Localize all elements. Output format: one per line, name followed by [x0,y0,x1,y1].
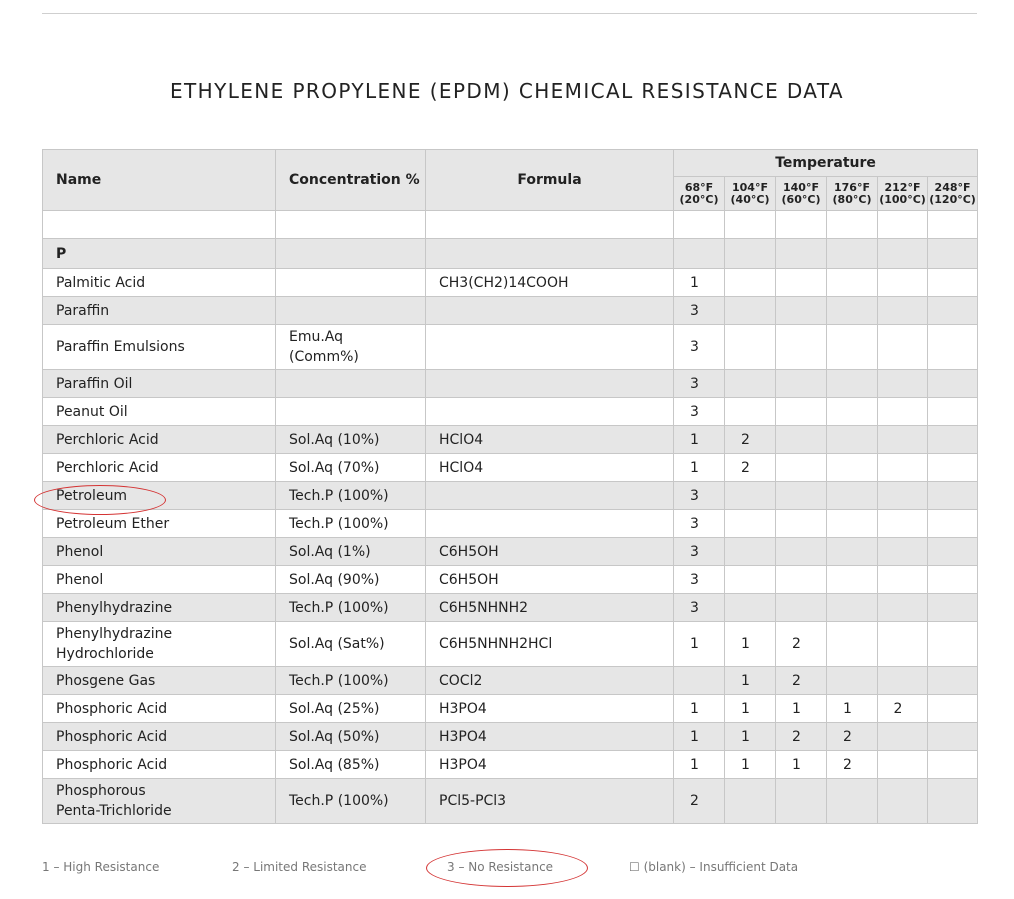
cell-name: Phosphorous Penta-Trichloride [43,779,276,824]
cell-temp-0: 3 [674,594,725,622]
cell-temp-4 [878,370,928,398]
cell-name: Phosphoric Acid [43,695,276,723]
cell-temp-5 [928,695,978,723]
cell-temp-2 [776,510,827,538]
cell-temp-0: 2 [674,779,725,824]
cell-temp-0 [674,667,725,695]
cell-concentration: Sol.Aq (70%) [276,454,426,482]
cell-formula: C6H5NHNH2HCl [426,622,674,667]
cell-temp-2: 2 [776,622,827,667]
cell-temp-4 [878,594,928,622]
cell-temp-3 [827,454,878,482]
cell-formula [426,325,674,370]
cell-formula: H3PO4 [426,751,674,779]
cell-temp-0: 1 [674,622,725,667]
cell-formula: C6H5NHNH2 [426,594,674,622]
blank-row [43,211,978,239]
cell-temp-1 [725,594,776,622]
cell-temp-1 [725,370,776,398]
cell-formula: CH3(CH2)14COOH [426,269,674,297]
cell-name: Phosgene Gas [43,667,276,695]
cell-temp-0: 1 [674,695,725,723]
table-row [43,510,978,538]
cell-concentration: Sol.Aq (Sat%) [276,622,426,667]
cell-concentration: Emu.Aq (Comm%) [276,325,426,370]
cell-temp-4 [878,482,928,510]
table-row [43,482,978,510]
table-row [43,695,978,723]
header-temp-0: 68°F (20°C) [674,177,725,211]
cell-temp-4 [878,622,928,667]
cell-temp-3 [827,538,878,566]
page-title: ETHYLENE PROPYLENE (EPDM) CHEMICAL RESISTANCE DATA [170,79,844,104]
cell-formula: PCl5-PCl3 [426,779,674,824]
cell-concentration: Tech.P (100%) [276,510,426,538]
legend-blank: ☐ (blank) – Insufficient Data [629,860,799,874]
cell-temp-3 [827,667,878,695]
legend-none: 3 – No Resistance [447,860,554,874]
cell-temp-0: 3 [674,297,725,325]
cell-temp-4 [878,454,928,482]
table-row [43,454,978,482]
cell-temp-5 [928,325,978,370]
cell-temp-3: 2 [827,751,878,779]
cell-temp-5 [928,566,978,594]
cell-formula: HClO4 [426,454,674,482]
table-row [43,297,978,325]
cell-concentration: Tech.P (100%) [276,482,426,510]
cell-concentration: Sol.Aq (10%) [276,426,426,454]
cell-concentration: Tech.P (100%) [276,779,426,824]
cell-temp-4 [878,325,928,370]
cell-temp-4 [878,779,928,824]
header-temp-1: 104°F (40°C) [725,177,776,211]
cell-temp-2 [776,370,827,398]
section-letter: P [43,239,276,269]
cell-temp-3 [827,426,878,454]
cell-temp-0: 3 [674,398,725,426]
cell-temp-0: 3 [674,538,725,566]
table-row [43,723,978,751]
header-formula: Formula [426,150,674,211]
cell-temp-4 [878,723,928,751]
header-temp-5: 248°F (120°C) [928,177,978,211]
cell-concentration [276,297,426,325]
cell-temp-0: 3 [674,482,725,510]
cell-temp-4 [878,667,928,695]
cell-temp-1: 2 [725,454,776,482]
cell-temp-2 [776,566,827,594]
cell-name: Paraffin [43,297,276,325]
cell-formula: C6H5OH [426,566,674,594]
header-temp-2: 140°F (60°C) [776,177,827,211]
header-temperature: Temperature [674,150,978,177]
cell-temp-4 [878,751,928,779]
table-row [43,269,978,297]
cell-name: Palmitic Acid [43,269,276,297]
cell-concentration: Tech.P (100%) [276,667,426,695]
cell-temp-0: 1 [674,426,725,454]
header-temp-4: 212°F (100°C) [878,177,928,211]
cell-temp-1: 1 [725,751,776,779]
cell-formula: COCl2 [426,667,674,695]
cell-temp-3 [827,510,878,538]
cell-name: Phenol [43,566,276,594]
cell-name: Phosphoric Acid [43,751,276,779]
cell-temp-3 [827,566,878,594]
cell-temp-1: 1 [725,622,776,667]
legend-limited: 2 – Limited Resistance [232,860,367,874]
cell-temp-2 [776,297,827,325]
cell-temp-1: 1 [725,695,776,723]
cell-temp-4 [878,426,928,454]
table-row [43,325,978,370]
cell-temp-5 [928,667,978,695]
cell-temp-4 [878,297,928,325]
cell-formula: H3PO4 [426,723,674,751]
cell-name: Phenylhydrazine Hydrochloride [43,622,276,667]
cell-name: Petroleum [43,482,276,510]
cell-temp-5 [928,622,978,667]
cell-temp-3 [827,398,878,426]
cell-temp-2: 2 [776,667,827,695]
table-row [43,398,978,426]
cell-temp-3: 1 [827,695,878,723]
cell-temp-1 [725,325,776,370]
cell-temp-5 [928,510,978,538]
top-divider [42,13,977,14]
cell-temp-0: 3 [674,370,725,398]
cell-temp-2 [776,398,827,426]
cell-concentration: Sol.Aq (50%) [276,723,426,751]
cell-name: Perchloric Acid [43,426,276,454]
cell-temp-5 [928,482,978,510]
cell-concentration [276,398,426,426]
cell-temp-5 [928,594,978,622]
cell-name: Paraffin Oil [43,370,276,398]
cell-formula: HClO4 [426,426,674,454]
cell-temp-5 [928,398,978,426]
section-row [43,239,978,269]
cell-name: Peanut Oil [43,398,276,426]
cell-temp-0: 1 [674,269,725,297]
cell-temp-2: 2 [776,723,827,751]
cell-name: Perchloric Acid [43,454,276,482]
cell-concentration [276,370,426,398]
cell-temp-4 [878,566,928,594]
cell-temp-3 [827,325,878,370]
header-temp-3: 176°F (80°C) [827,177,878,211]
cell-temp-4: 2 [878,695,928,723]
cell-formula [426,370,674,398]
cell-temp-1 [725,779,776,824]
table-row [43,751,978,779]
cell-temp-4 [878,510,928,538]
cell-temp-0: 3 [674,510,725,538]
cell-temp-3 [827,779,878,824]
cell-temp-2: 1 [776,695,827,723]
cell-temp-1 [725,398,776,426]
cell-temp-1 [725,510,776,538]
cell-temp-5 [928,538,978,566]
header-name: Name [43,150,276,211]
cell-temp-1 [725,297,776,325]
cell-temp-1: 2 [725,426,776,454]
table-row [43,667,978,695]
cell-temp-3 [827,622,878,667]
cell-temp-0: 3 [674,325,725,370]
cell-concentration: Sol.Aq (85%) [276,751,426,779]
cell-temp-3 [827,594,878,622]
cell-formula: C6H5OH [426,538,674,566]
table-row [43,426,978,454]
cell-temp-1 [725,269,776,297]
cell-temp-3: 2 [827,723,878,751]
cell-temp-3 [827,297,878,325]
cell-name: Phosphoric Acid [43,723,276,751]
cell-temp-2: 1 [776,751,827,779]
legend-high: 1 – High Resistance [42,860,160,874]
cell-formula [426,398,674,426]
table-row [43,622,978,667]
cell-formula [426,482,674,510]
cell-temp-1 [725,566,776,594]
header-concentration: Concentration % [276,150,426,211]
table-row [43,779,978,824]
cell-formula: H3PO4 [426,695,674,723]
cell-temp-2 [776,454,827,482]
cell-temp-2 [776,538,827,566]
cell-name: Phenol [43,538,276,566]
cell-temp-2 [776,269,827,297]
cell-concentration: Sol.Aq (90%) [276,566,426,594]
cell-concentration: Sol.Aq (1%) [276,538,426,566]
cell-temp-5 [928,426,978,454]
cell-temp-5 [928,454,978,482]
cell-temp-2 [776,426,827,454]
cell-temp-4 [878,538,928,566]
cell-temp-0: 1 [674,751,725,779]
cell-temp-2 [776,482,827,510]
cell-temp-5 [928,723,978,751]
cell-temp-5 [928,779,978,824]
cell-temp-3 [827,269,878,297]
cell-temp-0: 1 [674,454,725,482]
cell-temp-3 [827,370,878,398]
table-row [43,538,978,566]
cell-temp-2 [776,779,827,824]
cell-concentration: Sol.Aq (25%) [276,695,426,723]
cell-temp-5 [928,297,978,325]
cell-concentration [276,269,426,297]
cell-name: Phenylhydrazine [43,594,276,622]
cell-temp-0: 3 [674,566,725,594]
cell-temp-2 [776,325,827,370]
cell-temp-5 [928,751,978,779]
cell-temp-5 [928,370,978,398]
cell-formula [426,297,674,325]
cell-temp-1: 1 [725,723,776,751]
cell-temp-4 [878,269,928,297]
cell-temp-0: 1 [674,723,725,751]
cell-temp-1 [725,538,776,566]
cell-temp-4 [878,398,928,426]
cell-temp-3 [827,482,878,510]
table-row [43,566,978,594]
chemical-resistance-table [42,149,978,824]
cell-temp-5 [928,269,978,297]
table-row [43,370,978,398]
cell-name: Paraffin Emulsions [43,325,276,370]
cell-formula [426,510,674,538]
table-row [43,594,978,622]
cell-temp-1: 1 [725,667,776,695]
cell-temp-2 [776,594,827,622]
cell-name: Petroleum Ether [43,510,276,538]
cell-concentration: Tech.P (100%) [276,594,426,622]
cell-temp-1 [725,482,776,510]
